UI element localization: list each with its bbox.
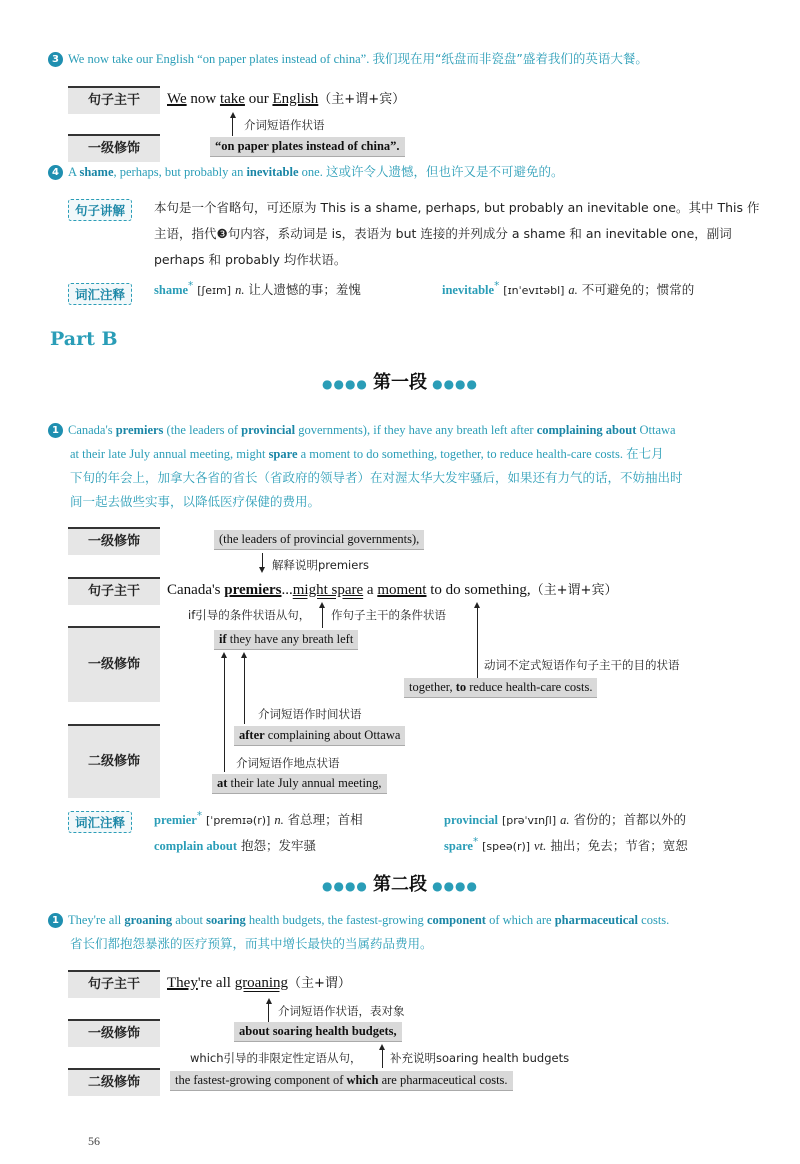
arrow-icon — [319, 602, 325, 608]
text: Canada's — [68, 423, 116, 437]
vocab-entry — [444, 810, 686, 828]
text: are pharmaceutical costs. — [378, 1073, 508, 1087]
s4-explanation — [154, 195, 784, 273]
star-icon: * — [494, 280, 500, 292]
label-modifier-1: 一级修饰 — [68, 527, 160, 555]
arrow-icon — [221, 652, 227, 658]
text: (the leaders of — [163, 423, 242, 437]
explain-line: perhaps 和 probably 均作状语。 — [154, 252, 347, 267]
label-main-clause: 句子主干 — [68, 970, 160, 998]
text: complaining about Ottawa — [264, 728, 401, 742]
text: ... — [281, 582, 293, 598]
label-explanation: 句子讲解 — [68, 199, 132, 221]
phonetic: [ˈpremɪə(r)] — [206, 814, 271, 828]
definition: 省份的；首都以外的 — [573, 812, 686, 827]
keyword: soaring — [206, 913, 246, 927]
star-icon: * — [472, 836, 479, 848]
keyword: to — [455, 680, 467, 694]
connector-line — [244, 654, 245, 724]
text: health budgets, the fastest-growing — [245, 913, 427, 927]
vocab-word: provincial — [444, 813, 498, 827]
text: one. — [298, 165, 326, 179]
keyword: groaning — [124, 913, 173, 927]
label-modifier-1: 一级修饰 — [68, 626, 160, 702]
text: about — [172, 913, 207, 927]
verb: take — [219, 91, 245, 107]
phonetic: [ɪnˈevɪtəbl] — [503, 284, 565, 298]
note: 动词不定式短语作句子主干的目的状语 — [484, 658, 680, 672]
vocab-word: spare — [444, 839, 473, 854]
explain-line: 本句是一个省略句，可还原为 This is a shame, perhaps, but probably an inevitable one。其中 This 作 — [154, 200, 760, 215]
connector-line — [224, 654, 225, 772]
text: of which are — [485, 913, 555, 927]
p2-main-clause — [167, 972, 351, 992]
keyword: if — [219, 632, 227, 646]
definition: 抱怨；发牢骚 — [241, 838, 317, 853]
note: if引导的条件状语从句， — [188, 608, 311, 622]
star-icon: * — [188, 280, 194, 292]
structure-tag: （主+谓） — [288, 976, 351, 991]
p1-sentence — [48, 418, 778, 514]
keyword: at — [217, 776, 228, 790]
keyword: after — [239, 728, 265, 742]
arrow-icon — [379, 1044, 385, 1050]
keyword: which — [346, 1073, 379, 1087]
object: moment — [377, 582, 427, 598]
text: the fastest-growing component of — [175, 1073, 347, 1087]
note: 介词短语作地点状语 — [236, 756, 340, 770]
s3-note: 介词短语作状语 — [244, 118, 325, 132]
s3-modifier-box: “on paper plates instead of china”. — [210, 137, 405, 157]
object: English — [272, 91, 319, 107]
keyword: inevitable — [246, 165, 299, 179]
label-vocabulary: 词汇注释 — [68, 811, 132, 833]
keyword: complaining about — [536, 423, 637, 437]
p2-sentence — [48, 908, 788, 956]
part-of-speech: a. — [568, 283, 578, 298]
connector-line — [268, 1002, 269, 1022]
text: together, — [409, 680, 456, 694]
sentence-number-badge: 4 — [48, 165, 63, 180]
keyword: premiers — [115, 423, 164, 437]
text: at their late July annual meeting, might — [70, 447, 269, 461]
verb: might spare — [292, 582, 364, 598]
s3-english: We now take our English “on paper plates instead of china”. — [68, 52, 373, 66]
label-modifier-1: 一级修饰 — [68, 1019, 160, 1047]
label-modifier-1: 一级修饰 — [68, 134, 160, 162]
phonetic: [speə(r)] — [482, 840, 531, 854]
subject: They — [167, 975, 198, 991]
paragraph-heading: ●●●● 第一段 ●●●● — [322, 372, 478, 393]
heading-text: 第二段 — [373, 874, 427, 895]
arrow-icon — [474, 602, 480, 608]
text: they have any breath left — [226, 632, 354, 646]
definition: 让人遗憾的事；羞愧 — [248, 282, 361, 298]
subject: We — [167, 91, 187, 107]
s4-sentence — [48, 161, 788, 183]
part-of-speech: n. — [235, 283, 245, 298]
part-of-speech: n. — [274, 813, 284, 828]
text: costs. — [638, 913, 670, 927]
modifier-box: (the leaders of provincial governments), — [214, 530, 424, 550]
note: which引导的非限定性定语从句， — [190, 1051, 362, 1065]
page-number: 56 — [88, 1134, 100, 1148]
s3-sentence — [48, 48, 788, 70]
modifier-box — [214, 630, 358, 650]
modifier-box — [212, 774, 387, 794]
text: a moment to do something, together, to reduce health-care costs. — [297, 447, 627, 461]
heading-text: 第一段 — [373, 372, 427, 393]
vocab-word: shame — [154, 283, 189, 298]
part-of-speech: vt. — [534, 839, 547, 854]
text: A — [68, 165, 80, 179]
arrow-icon — [241, 652, 247, 658]
arrow-icon — [259, 567, 265, 573]
sentence-number-badge: 1 — [48, 423, 63, 438]
modifier-box — [234, 726, 405, 746]
modifier-box: about soaring health budgets, — [234, 1022, 402, 1042]
vocab-entry — [444, 836, 688, 854]
keyword: shame — [79, 165, 114, 179]
det: our — [244, 91, 273, 107]
label-modifier-2: 二级修饰 — [68, 1068, 160, 1096]
note: 介词短语作时间状语 — [258, 707, 362, 721]
keyword: component — [426, 913, 486, 927]
note: 补充说明soaring health budgets — [390, 1051, 570, 1065]
sentence-number-badge: 1 — [48, 913, 63, 928]
definition: 不可避免的；惯常的 — [581, 282, 695, 298]
paragraph-heading: ●●●● 第二段 ●●●● — [322, 874, 478, 895]
star-icon: * — [196, 810, 203, 822]
modifier-box — [404, 678, 597, 698]
keyword: spare — [268, 447, 298, 461]
phonetic: [prəˈvɪnʃl] — [501, 814, 557, 827]
s3-main-clause — [167, 88, 405, 108]
arrow-icon — [230, 112, 236, 118]
chinese-text: 下旬的年会上，加拿大各省的省长（省政府的领导者）在对渥太华大发牢骚后，如果还有力气的话，不妨抽出时 — [70, 470, 683, 485]
label-modifier-2: 二级修饰 — [68, 724, 160, 798]
s3-chinese: 我们现在用“纸盘而非瓷盘”盛着我们的英语大餐。 — [372, 51, 648, 66]
modifier-box — [170, 1071, 513, 1091]
connector-line — [232, 116, 233, 136]
chinese-text: 省长们都抱怨暴涨的医疗预算，而其中增长最快的当属药品费用。 — [70, 936, 433, 951]
p1-main-clause — [167, 579, 617, 599]
label-vocabulary: 词汇注释 — [68, 283, 132, 305]
note: 解释说明premiers — [272, 558, 370, 572]
sentence-number-badge: 3 — [48, 52, 63, 67]
explain-line: 主语，指代❸句内容，系动词是 is，表语为 but 连接的并列成分 a shame 和 an inevitable one，副词 — [154, 226, 732, 241]
vocab-word: premier — [154, 813, 197, 828]
keyword: pharmaceutical — [554, 913, 639, 927]
s4-chinese: 这或许令人遗憾，但也许又是不可避免的。 — [325, 164, 564, 179]
phonetic: [ʃeɪm] — [197, 284, 232, 298]
subject: premiers — [224, 582, 282, 598]
verb: groaning — [234, 975, 289, 991]
text: their late July annual meeting, — [227, 776, 382, 790]
adverb: now — [186, 91, 220, 107]
text: , perhaps, but probably an — [113, 165, 247, 179]
note: 作句子主干的条件状语 — [331, 608, 446, 622]
label-main-clause: 句子主干 — [68, 577, 160, 605]
keyword: provincial — [241, 423, 296, 437]
structure-tag: （主+谓+宾） — [530, 583, 618, 598]
arrow-icon — [266, 998, 272, 1004]
text: They're all — [68, 913, 125, 927]
vocab-entry — [154, 836, 316, 854]
connector-line — [477, 604, 478, 680]
part-of-speech: a. — [560, 813, 570, 827]
text: Canada's — [167, 582, 225, 598]
text: governments), if they have any breath left after — [295, 423, 537, 437]
text: to do something, — [426, 582, 531, 598]
section-title: Part B — [50, 328, 118, 350]
definition: 省总理；首相 — [287, 812, 363, 828]
vocab-entry — [442, 280, 694, 298]
chinese-text: 在七月 — [626, 446, 664, 461]
text: reduce health-care costs. — [466, 680, 593, 694]
text: Ottawa — [636, 423, 676, 437]
chinese-text: 间一起去做些实事，以降低医疗保健的费用。 — [70, 494, 321, 509]
structure-tag: （主+谓+宾） — [318, 92, 406, 107]
definition: 抽出；免去；节省；宽恕 — [550, 838, 688, 854]
note: 介词短语作状语，表对象 — [278, 1004, 405, 1018]
vocab-word: inevitable — [442, 283, 495, 298]
vocab-entry — [154, 810, 363, 828]
label-main-clause: 句子主干 — [68, 86, 160, 114]
vocab-word: complain about — [154, 839, 238, 853]
text: a — [363, 582, 378, 598]
text: 're all — [197, 975, 235, 991]
vocab-entry — [154, 280, 361, 298]
